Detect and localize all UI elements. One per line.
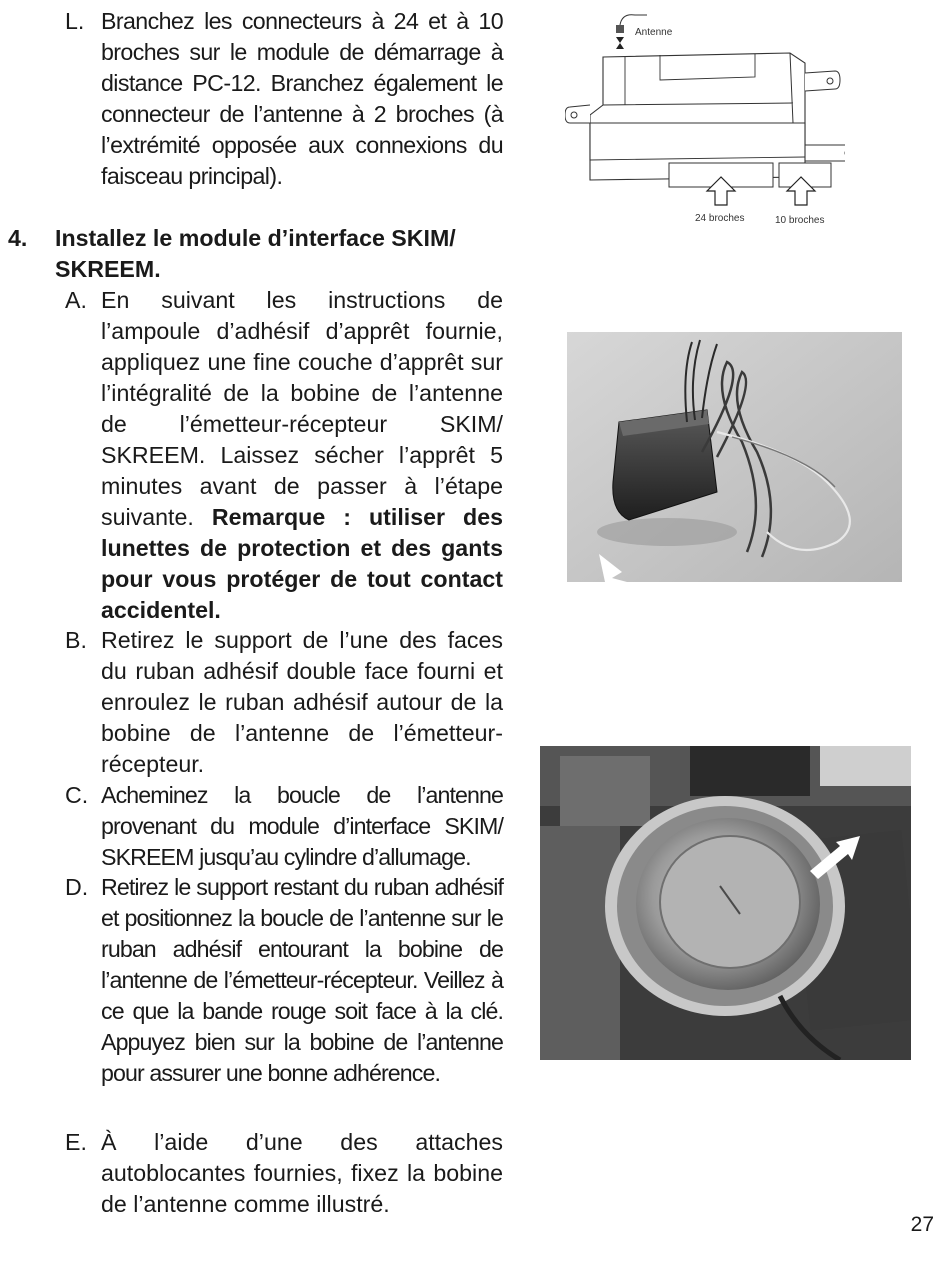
label-10-broches: 10 broches [775,215,825,226]
item-text: Retirez le support de l’une des faces du ruban adhésif double face fourni et enroulez le ruban adhésif autour de la bobine de l’antenne de l’émetteur-récepteur. [101,627,503,777]
item-letter: B. [65,627,87,653]
step-number: 4. [8,225,28,251]
item-text: Retirez le support restant du ruban adhésif et positionnez la boucle de l’antenne sur le ruban adhésif entourant la bobine de l’antenne de l’émetteur-récepteur. Veillez à ce que la bande rouge soit face à la clé. Appuyez bien sur la bobine de l’antenne pour assurer une bonne adhérence. [101,874,503,1086]
item-letter: L. [65,8,85,34]
item-text: Branchez les connecteurs à 24 et à 10 broches sur le module de démarrage à distance PC-12. Branchez également le connecteur de l’antenne à 2 broches (à l’extrémité opposée aux connexions du faisceau principal). [101,8,503,189]
ignition-photo [540,746,911,1060]
item-text: Acheminez la boucle de l’antenne provenant du module d’interface SKIM/ SKREEM jusqu’au cylindre d’allumage. [101,782,503,870]
item-a-note: Remarque : utiliser des lunettes de protection et des gants pour vous protéger de tout contact accidentel. [101,504,503,623]
item-text: À l’aide d’une des attaches autoblocantes fournies, fixez la bobine de l’antenne comme illustré. [101,1129,503,1217]
item-letter: C. [65,782,89,808]
module-diagram [565,5,845,230]
item-a-text: En suivant les instructions de l’ampoule d’adhésif d’apprêt fournie, appliquez une fine couche d’apprêt sur l’intégralité de la bobine de l’antenne de l’émetteur-récepteur SKIM/ SKREEM. Laissez sécher l’apprêt 5 minutes avant de passer à l’étape suivante. [101,287,503,530]
item-letter: E. [65,1129,87,1155]
page-number: 27 [910,1213,934,1236]
item-letter: A. [65,287,87,313]
module-photo [567,332,902,582]
step-title: Installez le module d’interface SKIM/ SKREEM. [55,225,456,282]
antenna-connector-icon [616,25,624,33]
item-letter: D. [65,874,89,900]
antenna-label: Antenne [635,27,673,38]
label-24-broches: 24 broches [695,213,745,224]
item-text [101,285,503,626]
antenna-arrow-icon [616,37,624,49]
